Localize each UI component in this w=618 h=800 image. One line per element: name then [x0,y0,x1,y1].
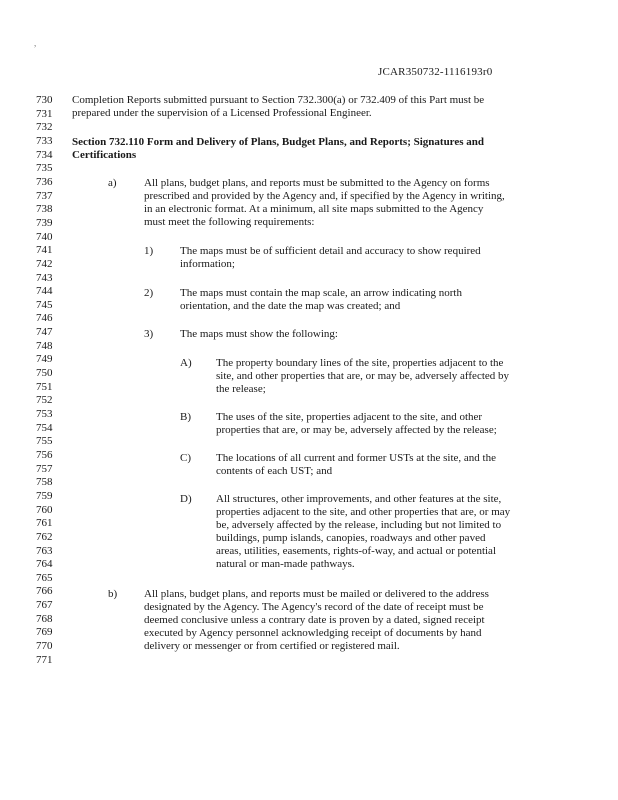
item-B-line-2: properties that are, or may be, adversely affected by the release; [216,424,497,436]
line-number: 757 [36,462,53,475]
line-number: 744 [36,285,53,298]
line-number: 749 [36,353,53,366]
line-number: 770 [36,640,53,652]
line-number: 736 [36,175,53,188]
line-number: 767 [36,599,53,611]
line-number: 762 [36,530,53,543]
subsection-b-line-2: designated by the Agency. The Agency's record of the date of receipt must be [144,601,484,613]
line-number: 746 [36,312,53,325]
intro-line-1: Completion Reports submitted pursuant to Section 732.300(a) or 732.409 of this Part must be [72,94,485,106]
item-A-line-1: The property boundary lines of the site, properties adjacent to the [216,357,504,369]
corner-mark: , [34,38,37,48]
line-number: 751 [36,380,53,393]
section-heading-line-1: Section 732.110 Form and Delivery of Plans, Budget Plans, and Reports; Signatures and [72,136,485,148]
line-number: 758 [36,476,53,489]
line-number: 753 [36,407,53,420]
line-number: 760 [36,503,53,516]
subsection-b-line-1: All plans, budget plans, and reports must be mailed or delivered to the address [144,588,489,600]
item-C-label: C) [180,452,191,464]
subsection-b-line-3: deemed conclusive unless a contrary date is proven by a dated, signed receipt [144,614,485,626]
item-1-line-1: The maps must be of sufficient detail and accuracy to show required [180,245,481,257]
line-number: 735 [36,162,53,175]
item-C-line-1: The locations of all current and former USTs at the site, and the [216,452,496,464]
line-number: 743 [36,271,53,284]
line-number: 771 [36,653,53,666]
subsection-a-line-4: must meet the following requirements: [144,216,315,228]
item-1-label: 1) [144,245,154,257]
subsection-a-line-3: in an electronic format. At a minimum, all site maps submitted to the Agency [144,203,484,215]
line-number: 740 [36,230,53,243]
item-3-label: 3) [144,328,154,340]
section-heading-line-2: Certifications [72,149,137,161]
line-number: 745 [36,298,53,311]
item-D-line-2: properties adjacent to the site, and other properties that are, or may [216,506,511,518]
item-D-line-6: natural or man-made pathways. [216,558,355,570]
item-A-line-3: the release; [216,383,266,395]
line-number: 731 [36,107,53,120]
line-number: 756 [36,448,53,461]
line-number: 748 [36,339,53,352]
line-number: 769 [36,626,53,639]
item-D-label: D) [180,493,192,505]
subsection-b-line-5: delivery or messenger or from certified or registered mail. [144,640,400,652]
line-number: 747 [36,326,53,339]
item-D-line-3: be, adversely affected by the release, including but not limited to [216,519,502,531]
item-3-line-1: The maps must show the following: [180,328,338,340]
line-number: 755 [36,435,53,448]
line-number: 766 [36,585,53,598]
line-number: 768 [36,612,53,625]
line-number: 759 [36,489,53,502]
subsection-a-label: a) [108,177,117,189]
item-2-label: 2) [144,287,154,299]
line-number: 742 [36,257,53,270]
subsection-b-label: b) [108,588,118,600]
item-2-line-2: orientation, and the date the map was created; and [180,300,401,312]
line-number: 765 [36,571,53,584]
line-number: 734 [36,148,53,161]
line-number: 741 [36,244,53,257]
item-1-line-2: information; [180,258,235,270]
line-number: 738 [36,203,53,216]
line-number: 754 [36,421,53,434]
line-number: 730 [36,94,53,106]
line-number: 732 [36,121,53,134]
item-2-line-1: The maps must contain the map scale, an arrow indicating north [180,287,462,299]
item-D-line-1: All structures, other improvements, and other features at the site, [216,493,502,505]
subsection-b-line-4: executed by Agency personnel acknowledging receipt of documents by hand [144,627,482,639]
intro-line-2: prepared under the supervision of a Licensed Professional Engineer. [72,107,372,119]
document-code-header: JCAR350732-1116193r0 [378,66,493,78]
line-number: 739 [36,216,53,229]
line-number: 761 [36,517,53,530]
item-A-label: A) [180,357,192,369]
item-A-line-2: site, and other properties that are, or may be, adversely affected by [216,370,510,382]
line-number: 737 [36,189,53,202]
line-number: 750 [36,367,53,379]
line-number: 764 [36,558,53,571]
subsection-a-line-1: All plans, budget plans, and reports must be submitted to the Agency on forms [144,177,490,189]
item-D-line-5: areas, utilities, easements, rights-of-way, and actual or potential [216,545,496,557]
line-number: 733 [36,134,53,147]
item-D-line-4: buildings, pump islands, canopies, roadways and other paved [216,532,486,544]
line-number: 763 [36,544,53,557]
line-number: 752 [36,394,53,407]
item-B-line-1: The uses of the site, properties adjacent to the site, and other [216,411,483,423]
item-B-label: B) [180,411,191,423]
item-C-line-2: contents of each UST; and [216,465,333,477]
subsection-a-line-2: prescribed and provided by the Agency and, if specified by the Agency in writing, [144,190,505,202]
